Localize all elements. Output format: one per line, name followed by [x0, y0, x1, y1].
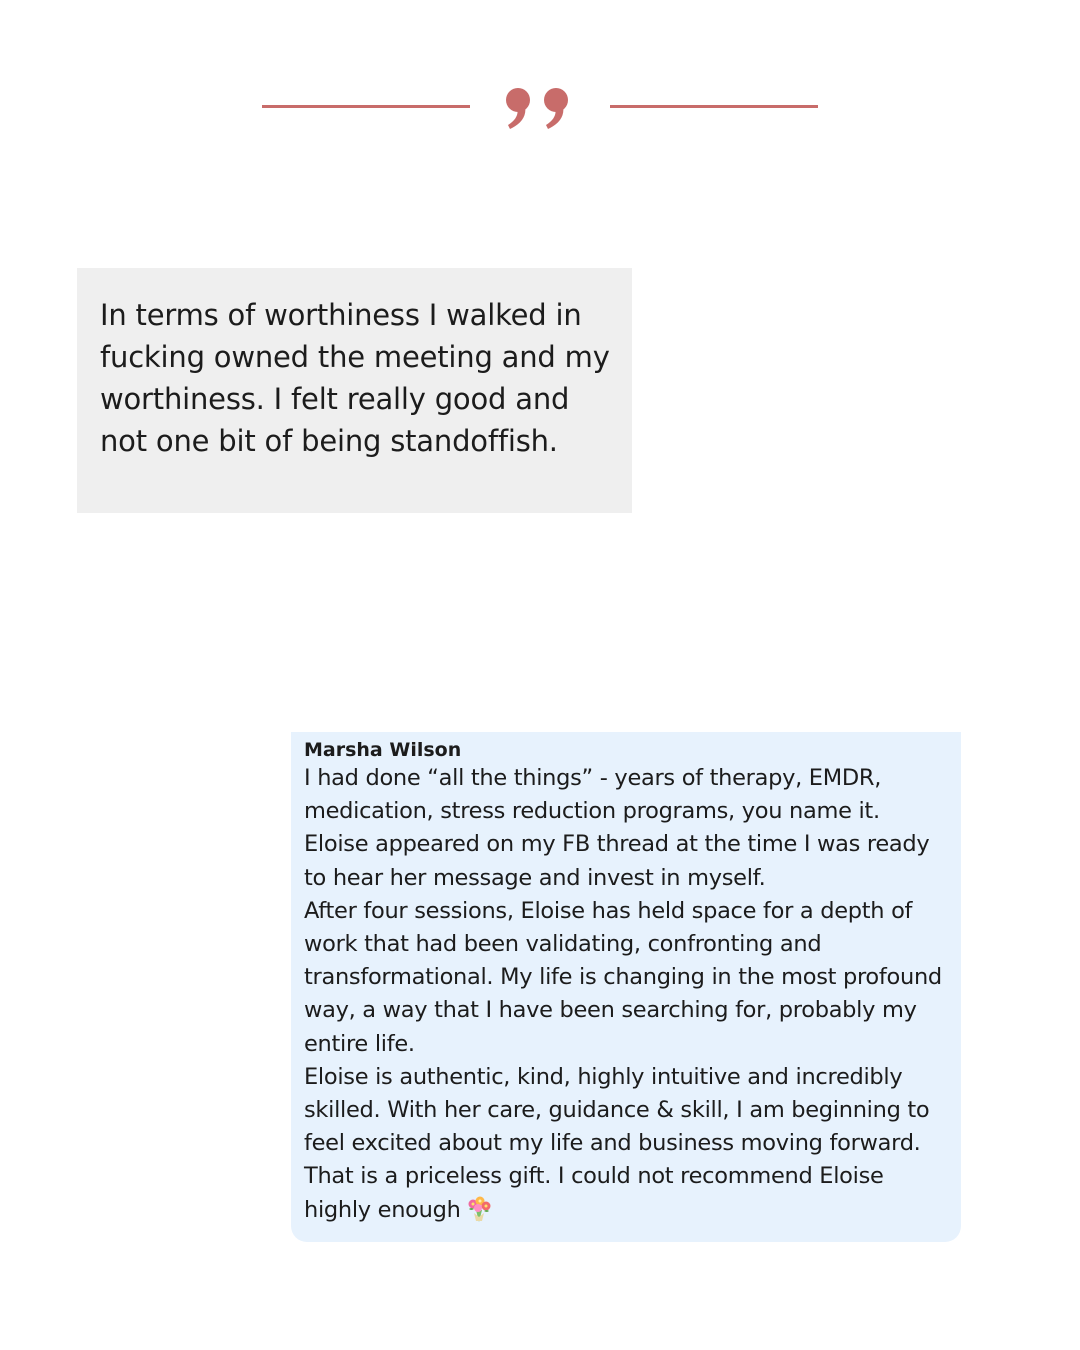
bouquet-icon — [465, 1195, 493, 1223]
testimonial-text: In terms of worthiness I walked in fucking owned the meeting and my worthiness. I felt really good and not one bit of being standoffish. — [100, 298, 610, 458]
testimonial-paragraph: After four sessions, Eloise has held space for a depth of work that had been validating, confronting and transformational. My life is changing in the most profound way, a way that I have been searching for, probably my entire life. — [304, 897, 942, 1057]
right-divider — [610, 105, 818, 108]
author-name: Marsha Wilson — [304, 739, 462, 761]
closing-quote-icon — [500, 80, 580, 140]
testimonial-bubble-blue — [291, 732, 961, 1242]
testimonial-paragraph-text: Eloise is authentic, kind, highly intuitive and incredibly skilled. With her care, guidance & skill, I am beginning to feel excited about my life and business moving forward. That is a priceless gift. I could not recommend Eloise highly enough — [304, 1063, 930, 1223]
quote-header — [0, 80, 1080, 140]
testimonial-paragraph-last — [304, 1061, 945, 1227]
testimonial-paragraph: I had done “all the things” - years of therapy, EMDR, medication, stress reduction programs, you name it. Eloise appeared on my FB thread at the time I was ready to hear her message and invest in myself. — [304, 765, 930, 891]
left-divider — [262, 105, 470, 108]
testimonial-bubble-grey — [77, 268, 632, 513]
